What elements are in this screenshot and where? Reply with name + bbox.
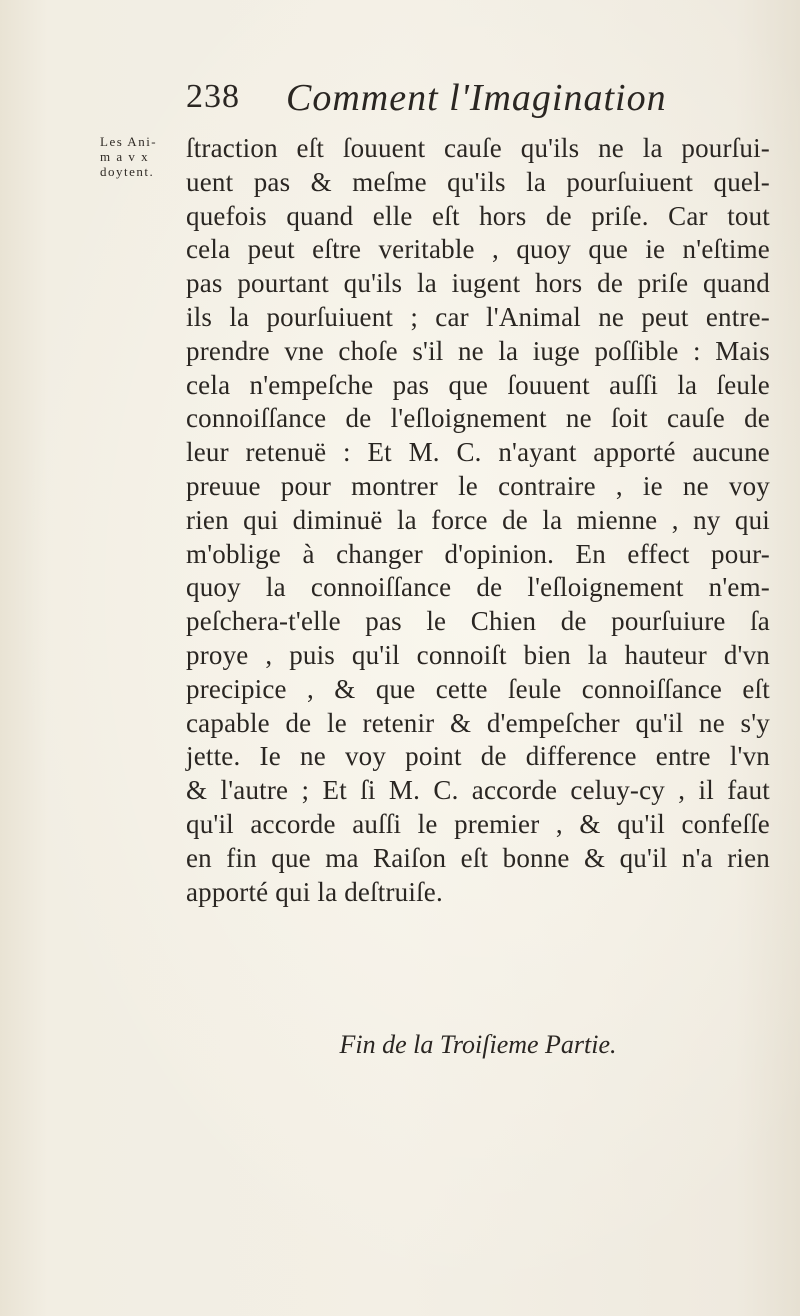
text-line: quefois quand elle eſt hors de priſe. Car tout: [186, 200, 770, 231]
text-line: en fin que ma Raiſon eſt bonne & qu'il n'a rien: [186, 842, 770, 873]
text-line: & l'autre ; Et ſi M. C. accorde celuy-cy , il faut: [186, 775, 770, 806]
margin-note: [100, 134, 184, 179]
margin-note-line: doytent.: [100, 164, 155, 179]
text-line: cela n'empeſche pas que ſouuent auſſi la ſeule: [186, 369, 770, 400]
text-line: apporté qui la deſtruiſe.: [186, 876, 443, 907]
text-line: qu'il accorde auſſi le premier , & qu'il confeſſe: [186, 808, 770, 839]
text-line: uent pas & meſme qu'ils la pourſuiuent quel-: [186, 166, 770, 197]
text-line: connoiſſance de l'eſloignement ne ſoit cauſe de: [186, 403, 770, 434]
text-line: m'oblige à changer d'opinion. En effect pour-: [186, 538, 770, 569]
text-line: prendre vne choſe s'il ne la iuge poſſible : Mais: [186, 335, 770, 366]
text-line: rien qui diminuë la force de la mienne , ny qui: [186, 504, 770, 535]
text-line: ils la pourſuiuent ; car l'Animal ne peut entre-: [186, 301, 770, 332]
body-text: [186, 132, 770, 909]
running-title: Comment l'Imagination: [286, 77, 667, 119]
text-line: ſtraction eſt ſouuent cauſe qu'ils ne la pourſui-: [186, 133, 770, 163]
page-number: 238: [186, 78, 240, 115]
margin-note-line: Les Ani-: [100, 134, 158, 149]
text-line: quoy la connoiſſance de l'eſloignement n'em-: [186, 572, 770, 603]
page-header: [186, 72, 726, 122]
end-of-part-note: Fin de la Troiſieme Partie.: [339, 1030, 617, 1059]
text-line: leur retenuë : Et M. C. n'ayant apporté aucune: [186, 437, 770, 468]
text-line: jette. Ie ne voy point de difference entre l'vn: [186, 741, 770, 772]
text-line: proye , puis qu'il connoiſt bien la hauteur d'vn: [186, 639, 770, 670]
text-line: peſchera-t'elle pas le Chien de pourſuiure ſa: [186, 606, 770, 637]
text-line: pas pourtant qu'ils la iugent hors de priſe quand: [186, 268, 770, 299]
text-line: preuue pour montrer le contraire , ie ne voy: [186, 470, 770, 501]
text-line: precipice , & que cette ſeule connoiſſance eſt: [186, 673, 770, 704]
text-line: cela peut eſtre veritable , quoy que ie n'eſtime: [186, 234, 770, 265]
margin-note-line: m a v x: [100, 149, 150, 164]
text-line: capable de le retenir & d'empeſcher qu'il ne s'y: [186, 707, 770, 738]
